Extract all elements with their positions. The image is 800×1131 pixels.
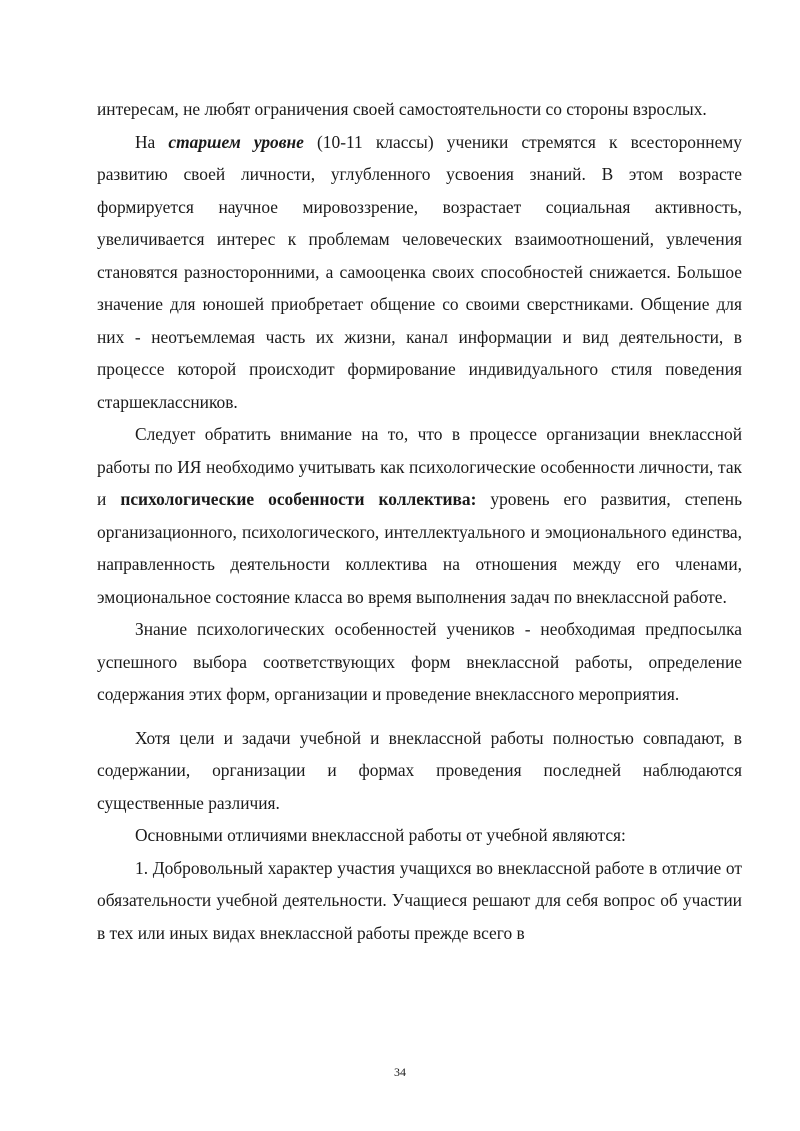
paragraph-goals [97, 722, 742, 820]
paragraph-text-before: На [135, 131, 169, 152]
document-page [97, 93, 742, 949]
paragraph-text: интересам, не любят ограничения своей самостоятельности со стороны взрослых. [97, 99, 707, 119]
paragraph-main-differences [97, 819, 742, 852]
list-item-voluntary [97, 852, 742, 950]
paragraph-text-after: (10-11 классы) ученики стремятся к всестороннему развитию своей личности, углубленного усвоения знаний. В этом возрасте формируется научное мировоззрение, возрастает социальная активность, увеличивается интерес к проблемам человеческих взаимоотношений, увлечения становятся разносторонними, а самооценка своих способностей снижается. Большое значение для юношей приобретает общение со своими сверстниками. Общение для них - неотъемлемая часть их жизни, канал информации и вид деятельности, в процессе которой происходит формирование индивидуального стиля поведения старшеклассников. [97, 131, 742, 412]
paragraph-text: Знание психологических особенностей учеников - необходимая предпосылка успешного выбора соответствующих форм внеклассной работы, определение содержания этих форм, организации и проведение внеклассного мероприятия. [97, 619, 742, 704]
paragraph-continuation [97, 93, 742, 126]
paragraph-text-before: Следует обратить внимание на то, что в процессе организации внеклассной работы по ИЯ необходимо учитывать как психологические особенности личности, так и [97, 424, 742, 509]
paragraph-knowledge [97, 613, 742, 711]
paragraph-text: Хотя цели и задачи учебной и внеклассной работы полностью совпадают, в содержании, организации и формах проведения последней наблюдаются существенные различия. [97, 727, 742, 813]
paragraph-text: Основными отличиями внеклассной работы от учебной являются: [135, 825, 626, 845]
bold-collective-features: психологические особенности коллектива: [120, 489, 477, 509]
paragraph-text-after: уровень его развития, степень организационного, психологического, интеллектуального и эмоционального единства, направленность деятельности коллектива на отношения между его членами, эмоциональное состояние класса во время выполнения задач по внеклассной работе. [97, 489, 742, 607]
paragraph-senior-level [97, 126, 742, 419]
paragraph-collective-psychology [97, 418, 742, 613]
emphasis-senior-level: старшем уровне [168, 131, 304, 152]
page-number: 34 [394, 1065, 406, 1079]
paragraph-text: 1. Добровольный характер участия учащихся во внеклассной работе в отличие от обязательности учебной деятельности. Учащиеся решают для себя вопрос об участии в тех или иных видах внеклассной работы прежде всего в [97, 857, 742, 943]
